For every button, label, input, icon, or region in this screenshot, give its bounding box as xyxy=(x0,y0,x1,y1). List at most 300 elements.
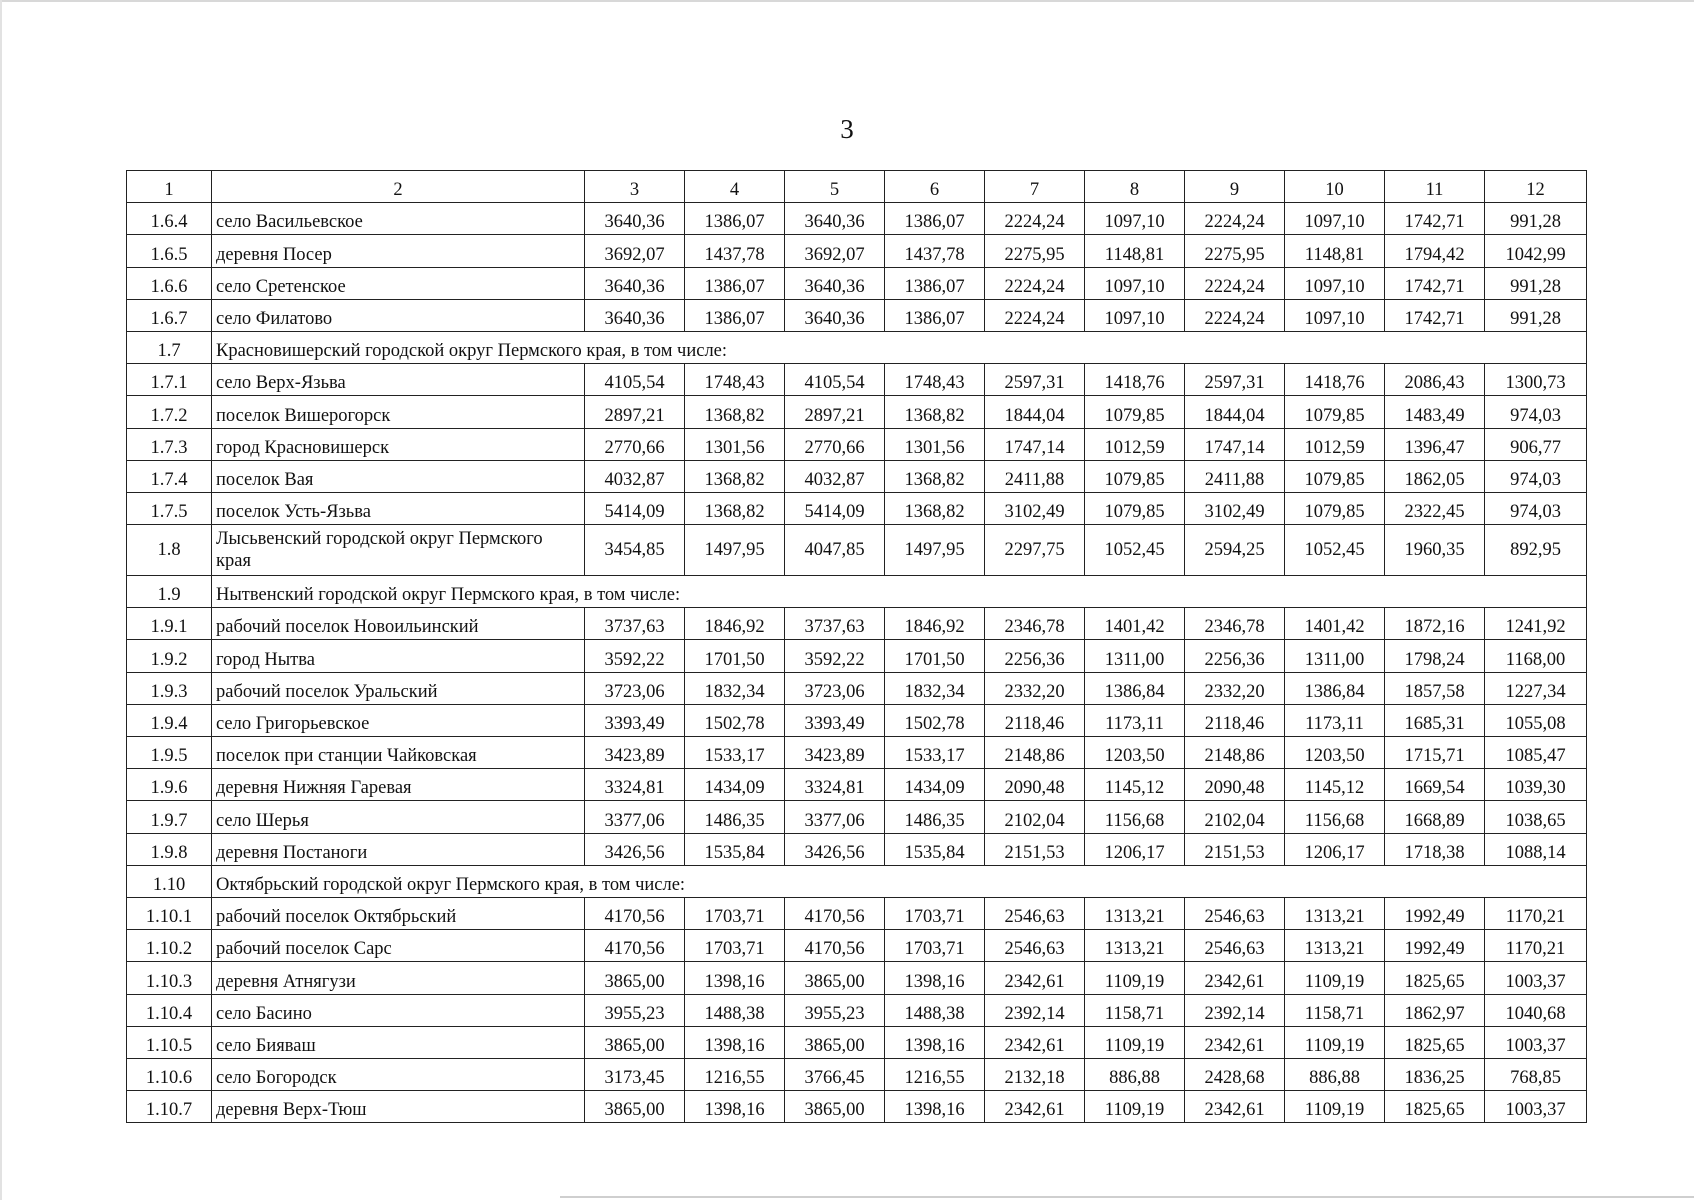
value-col-7: 2148,86 xyxy=(985,737,1085,769)
value-col-8: 1173,11 xyxy=(1085,704,1185,736)
value-col-6: 1701,50 xyxy=(885,640,985,672)
value-col-5: 3737,63 xyxy=(785,608,885,640)
value-col-3: 3173,45 xyxy=(585,1058,685,1090)
value-col-8: 1148,81 xyxy=(1085,235,1185,267)
row-code: 1.9 xyxy=(127,576,212,608)
value-col-3: 3640,36 xyxy=(585,203,685,235)
value-col-9: 2411,88 xyxy=(1185,460,1285,492)
value-col-5: 4170,56 xyxy=(785,897,885,929)
value-col-7: 2297,75 xyxy=(985,525,1085,576)
value-col-8: 1158,71 xyxy=(1085,994,1185,1026)
value-col-7: 2411,88 xyxy=(985,460,1085,492)
row-code: 1.9.5 xyxy=(127,737,212,769)
column-number-4: 4 xyxy=(685,171,785,203)
row-code: 1.7.4 xyxy=(127,460,212,492)
value-col-11: 1669,54 xyxy=(1385,769,1485,801)
value-col-8: 1313,21 xyxy=(1085,930,1185,962)
value-col-6: 1386,07 xyxy=(885,267,985,299)
value-col-7: 2118,46 xyxy=(985,704,1085,736)
value-col-12: 1038,65 xyxy=(1485,801,1587,833)
value-col-7: 2346,78 xyxy=(985,608,1085,640)
value-col-3: 3865,00 xyxy=(585,962,685,994)
value-col-11: 1742,71 xyxy=(1385,203,1485,235)
table-row xyxy=(127,1058,1587,1090)
value-col-7: 2597,31 xyxy=(985,364,1085,396)
value-col-8: 1145,12 xyxy=(1085,769,1185,801)
value-col-3: 4105,54 xyxy=(585,364,685,396)
value-col-6: 1497,95 xyxy=(885,525,985,576)
value-col-12: 991,28 xyxy=(1485,203,1587,235)
value-col-9: 2332,20 xyxy=(1185,672,1285,704)
value-col-11: 1396,47 xyxy=(1385,428,1485,460)
value-col-9: 3102,49 xyxy=(1185,492,1285,524)
value-col-3: 3592,22 xyxy=(585,640,685,672)
value-col-8: 1109,19 xyxy=(1085,1026,1185,1058)
value-col-8: 1156,68 xyxy=(1085,801,1185,833)
value-col-4: 1368,82 xyxy=(685,460,785,492)
value-col-5: 3955,23 xyxy=(785,994,885,1026)
value-col-11: 1668,89 xyxy=(1385,801,1485,833)
value-col-4: 1497,95 xyxy=(685,525,785,576)
value-col-4: 1398,16 xyxy=(685,1091,785,1123)
section-title: Октябрьский городской округ Пермского края, в том числе: xyxy=(212,865,1587,897)
value-col-6: 1301,56 xyxy=(885,428,985,460)
value-col-7: 2132,18 xyxy=(985,1058,1085,1090)
settlement-name: деревня Постаноги xyxy=(212,833,585,865)
value-col-6: 1488,38 xyxy=(885,994,985,1026)
value-col-11: 1872,16 xyxy=(1385,608,1485,640)
value-col-4: 1832,34 xyxy=(685,672,785,704)
row-code: 1.9.3 xyxy=(127,672,212,704)
value-col-6: 1216,55 xyxy=(885,1058,985,1090)
value-col-12: 1003,37 xyxy=(1485,1026,1587,1058)
value-col-5: 4170,56 xyxy=(785,930,885,962)
value-col-12: 1227,34 xyxy=(1485,672,1587,704)
settlement-name: село Шерья xyxy=(212,801,585,833)
value-col-11: 1825,65 xyxy=(1385,962,1485,994)
value-col-7: 2342,61 xyxy=(985,1026,1085,1058)
value-col-4: 1701,50 xyxy=(685,640,785,672)
value-col-10: 1156,68 xyxy=(1285,801,1385,833)
value-col-12: 1039,30 xyxy=(1485,769,1587,801)
value-col-11: 1685,31 xyxy=(1385,704,1485,736)
value-col-11: 1992,49 xyxy=(1385,930,1485,962)
value-col-8: 886,88 xyxy=(1085,1058,1185,1090)
value-col-7: 2256,36 xyxy=(985,640,1085,672)
value-col-8: 1079,85 xyxy=(1085,396,1185,428)
value-col-9: 2546,63 xyxy=(1185,930,1285,962)
section-row xyxy=(127,865,1587,897)
value-col-3: 3692,07 xyxy=(585,235,685,267)
value-col-5: 3640,36 xyxy=(785,203,885,235)
settlement-name: село Васильевское xyxy=(212,203,585,235)
row-code: 1.10.4 xyxy=(127,994,212,1026)
value-col-7: 2224,24 xyxy=(985,203,1085,235)
settlement-name: село Басино xyxy=(212,994,585,1026)
value-col-7: 1747,14 xyxy=(985,428,1085,460)
value-col-10: 1173,11 xyxy=(1285,704,1385,736)
value-col-7: 2342,61 xyxy=(985,1091,1085,1123)
value-col-5: 3692,07 xyxy=(785,235,885,267)
value-col-10: 1109,19 xyxy=(1285,962,1385,994)
value-col-7: 2546,63 xyxy=(985,930,1085,962)
value-col-4: 1502,78 xyxy=(685,704,785,736)
table-row xyxy=(127,769,1587,801)
row-code: 1.9.4 xyxy=(127,704,212,736)
table-body xyxy=(127,171,1587,1123)
value-col-11: 1742,71 xyxy=(1385,299,1485,331)
value-col-3: 3640,36 xyxy=(585,299,685,331)
value-col-10: 886,88 xyxy=(1285,1058,1385,1090)
value-col-3: 3723,06 xyxy=(585,672,685,704)
value-col-12: 906,77 xyxy=(1485,428,1587,460)
value-col-5: 3640,36 xyxy=(785,299,885,331)
value-col-3: 3865,00 xyxy=(585,1091,685,1123)
value-col-10: 1401,42 xyxy=(1285,608,1385,640)
value-col-9: 1844,04 xyxy=(1185,396,1285,428)
settlement-name: село Богородск xyxy=(212,1058,585,1090)
value-col-10: 1109,19 xyxy=(1285,1026,1385,1058)
value-col-10: 1386,84 xyxy=(1285,672,1385,704)
settlement-name: деревня Посер xyxy=(212,235,585,267)
value-col-10: 1079,85 xyxy=(1285,492,1385,524)
value-col-5: 2897,21 xyxy=(785,396,885,428)
table-row xyxy=(127,994,1587,1026)
settlement-name: село Филатово xyxy=(212,299,585,331)
value-col-9: 2275,95 xyxy=(1185,235,1285,267)
page-number: 3 xyxy=(840,114,854,144)
value-col-10: 1097,10 xyxy=(1285,267,1385,299)
value-col-7: 2275,95 xyxy=(985,235,1085,267)
value-col-12: 1042,99 xyxy=(1485,235,1587,267)
value-col-11: 1857,58 xyxy=(1385,672,1485,704)
value-col-9: 2428,68 xyxy=(1185,1058,1285,1090)
value-col-9: 2342,61 xyxy=(1185,1026,1285,1058)
value-col-5: 4105,54 xyxy=(785,364,885,396)
value-col-5: 3393,49 xyxy=(785,704,885,736)
row-code: 1.9.7 xyxy=(127,801,212,833)
settlement-name: село Бияваш xyxy=(212,1026,585,1058)
value-col-3: 2770,66 xyxy=(585,428,685,460)
table-row xyxy=(127,299,1587,331)
value-col-3: 3640,36 xyxy=(585,267,685,299)
settlement-name: деревня Атнягузи xyxy=(212,962,585,994)
section-row xyxy=(127,576,1587,608)
value-col-9: 2392,14 xyxy=(1185,994,1285,1026)
value-col-4: 1301,56 xyxy=(685,428,785,460)
value-col-3: 2897,21 xyxy=(585,396,685,428)
value-col-4: 1437,78 xyxy=(685,235,785,267)
value-col-7: 2090,48 xyxy=(985,769,1085,801)
value-col-11: 1862,97 xyxy=(1385,994,1485,1026)
value-col-9: 2256,36 xyxy=(1185,640,1285,672)
tariff-table xyxy=(126,170,1587,1123)
value-col-9: 2546,63 xyxy=(1185,897,1285,929)
value-col-8: 1109,19 xyxy=(1085,962,1185,994)
value-col-11: 1960,35 xyxy=(1385,525,1485,576)
column-number-2: 2 xyxy=(212,171,585,203)
section-row xyxy=(127,331,1587,363)
value-col-7: 2102,04 xyxy=(985,801,1085,833)
value-col-12: 1085,47 xyxy=(1485,737,1587,769)
value-col-12: 1168,00 xyxy=(1485,640,1587,672)
value-col-6: 1398,16 xyxy=(885,1026,985,1058)
value-col-10: 1109,19 xyxy=(1285,1091,1385,1123)
value-col-3: 3454,85 xyxy=(585,525,685,576)
table-row xyxy=(127,235,1587,267)
value-col-6: 1703,71 xyxy=(885,897,985,929)
table-row xyxy=(127,492,1587,524)
settlement-name: поселок Вишерогорск xyxy=(212,396,585,428)
scan-edge-top xyxy=(0,0,1694,2)
row-code: 1.10.1 xyxy=(127,897,212,929)
value-col-3: 3737,63 xyxy=(585,608,685,640)
value-col-10: 1148,81 xyxy=(1285,235,1385,267)
value-col-9: 2148,86 xyxy=(1185,737,1285,769)
value-col-7: 2332,20 xyxy=(985,672,1085,704)
value-col-4: 1846,92 xyxy=(685,608,785,640)
table-row xyxy=(127,801,1587,833)
value-col-10: 1079,85 xyxy=(1285,396,1385,428)
value-col-6: 1368,82 xyxy=(885,492,985,524)
settlement-name: город Нытва xyxy=(212,640,585,672)
value-col-3: 4032,87 xyxy=(585,460,685,492)
settlement-name: рабочий поселок Сарс xyxy=(212,930,585,962)
value-col-9: 2224,24 xyxy=(1185,267,1285,299)
value-col-9: 2118,46 xyxy=(1185,704,1285,736)
settlement-name: деревня Нижняя Гаревая xyxy=(212,769,585,801)
value-col-9: 2224,24 xyxy=(1185,203,1285,235)
column-number-10: 10 xyxy=(1285,171,1385,203)
settlement-name: поселок при станции Чайковская xyxy=(212,737,585,769)
value-col-5: 3865,00 xyxy=(785,1026,885,1058)
value-col-10: 1012,59 xyxy=(1285,428,1385,460)
value-col-5: 3723,06 xyxy=(785,672,885,704)
row-code: 1.10 xyxy=(127,865,212,897)
table-row xyxy=(127,428,1587,460)
value-col-12: 892,95 xyxy=(1485,525,1587,576)
value-col-4: 1368,82 xyxy=(685,396,785,428)
value-col-12: 991,28 xyxy=(1485,299,1587,331)
value-col-8: 1097,10 xyxy=(1085,267,1185,299)
row-code: 1.10.7 xyxy=(127,1091,212,1123)
value-col-12: 1088,14 xyxy=(1485,833,1587,865)
value-col-10: 1158,71 xyxy=(1285,994,1385,1026)
table-row xyxy=(127,525,1587,576)
value-col-10: 1311,00 xyxy=(1285,640,1385,672)
table-row xyxy=(127,396,1587,428)
value-col-12: 1040,68 xyxy=(1485,994,1587,1026)
row-code: 1.8 xyxy=(127,525,212,576)
value-col-8: 1206,17 xyxy=(1085,833,1185,865)
table-row xyxy=(127,460,1587,492)
table-row xyxy=(127,1026,1587,1058)
value-col-6: 1486,35 xyxy=(885,801,985,833)
value-col-4: 1486,35 xyxy=(685,801,785,833)
settlement-name: село Григорьевское xyxy=(212,704,585,736)
value-col-3: 3377,06 xyxy=(585,801,685,833)
value-col-10: 1418,76 xyxy=(1285,364,1385,396)
value-col-9: 2597,31 xyxy=(1185,364,1285,396)
value-col-8: 1418,76 xyxy=(1085,364,1185,396)
value-col-5: 2770,66 xyxy=(785,428,885,460)
value-col-7: 3102,49 xyxy=(985,492,1085,524)
column-number-11: 11 xyxy=(1385,171,1485,203)
value-col-5: 4047,85 xyxy=(785,525,885,576)
column-number-1: 1 xyxy=(127,171,212,203)
value-col-10: 1206,17 xyxy=(1285,833,1385,865)
value-col-6: 1434,09 xyxy=(885,769,985,801)
row-code: 1.7 xyxy=(127,331,212,363)
value-col-12: 974,03 xyxy=(1485,492,1587,524)
value-col-3: 4170,56 xyxy=(585,930,685,962)
value-col-7: 2546,63 xyxy=(985,897,1085,929)
value-col-10: 1313,21 xyxy=(1285,897,1385,929)
table-row xyxy=(127,267,1587,299)
settlement-name: рабочий поселок Уральский xyxy=(212,672,585,704)
value-col-6: 1398,16 xyxy=(885,1091,985,1123)
table-row xyxy=(127,364,1587,396)
value-col-10: 1097,10 xyxy=(1285,203,1385,235)
value-col-8: 1097,10 xyxy=(1085,203,1185,235)
value-col-9: 2342,61 xyxy=(1185,962,1285,994)
value-col-8: 1109,19 xyxy=(1085,1091,1185,1123)
value-col-7: 2224,24 xyxy=(985,299,1085,331)
settlement-name: село Верх-Язьва xyxy=(212,364,585,396)
value-col-12: 974,03 xyxy=(1485,460,1587,492)
value-col-12: 1003,37 xyxy=(1485,962,1587,994)
value-col-8: 1386,84 xyxy=(1085,672,1185,704)
table-row xyxy=(127,833,1587,865)
value-col-8: 1052,45 xyxy=(1085,525,1185,576)
value-col-11: 2322,45 xyxy=(1385,492,1485,524)
row-code: 1.7.5 xyxy=(127,492,212,524)
value-col-11: 1825,65 xyxy=(1385,1091,1485,1123)
value-col-9: 2151,53 xyxy=(1185,833,1285,865)
value-col-6: 1386,07 xyxy=(885,299,985,331)
column-number-7: 7 xyxy=(985,171,1085,203)
row-code: 1.7.3 xyxy=(127,428,212,460)
row-code: 1.10.5 xyxy=(127,1026,212,1058)
table-row xyxy=(127,930,1587,962)
value-col-8: 1012,59 xyxy=(1085,428,1185,460)
column-number-12: 12 xyxy=(1485,171,1587,203)
column-number-9: 9 xyxy=(1185,171,1285,203)
value-col-6: 1846,92 xyxy=(885,608,985,640)
value-col-9: 2342,61 xyxy=(1185,1091,1285,1123)
value-col-10: 1079,85 xyxy=(1285,460,1385,492)
table-row xyxy=(127,897,1587,929)
section-title: Красновишерский городской округ Пермского края, в том числе: xyxy=(212,331,1587,363)
value-col-10: 1203,50 xyxy=(1285,737,1385,769)
value-col-3: 5414,09 xyxy=(585,492,685,524)
value-col-9: 2090,48 xyxy=(1185,769,1285,801)
column-number-row xyxy=(127,171,1587,203)
value-col-4: 1216,55 xyxy=(685,1058,785,1090)
value-col-12: 768,85 xyxy=(1485,1058,1587,1090)
value-col-11: 1825,65 xyxy=(1385,1026,1485,1058)
row-code: 1.6.5 xyxy=(127,235,212,267)
value-col-4: 1533,17 xyxy=(685,737,785,769)
row-code: 1.9.1 xyxy=(127,608,212,640)
settlement-name: поселок Усть-Язьва xyxy=(212,492,585,524)
value-col-9: 2346,78 xyxy=(1185,608,1285,640)
settlement-name: поселок Вая xyxy=(212,460,585,492)
value-col-10: 1052,45 xyxy=(1285,525,1385,576)
value-col-11: 1715,71 xyxy=(1385,737,1485,769)
value-col-5: 3426,56 xyxy=(785,833,885,865)
value-col-6: 1748,43 xyxy=(885,364,985,396)
value-col-6: 1533,17 xyxy=(885,737,985,769)
value-col-8: 1079,85 xyxy=(1085,460,1185,492)
settlement-name: деревня Верх-Тюш xyxy=(212,1091,585,1123)
settlement-name: Лысьвенский городской округ Пермского края xyxy=(212,525,585,576)
value-col-12: 1241,92 xyxy=(1485,608,1587,640)
column-number-8: 8 xyxy=(1085,171,1185,203)
value-col-12: 1055,08 xyxy=(1485,704,1587,736)
value-col-3: 3324,81 xyxy=(585,769,685,801)
value-col-3: 3865,00 xyxy=(585,1026,685,1058)
value-col-4: 1386,07 xyxy=(685,203,785,235)
value-col-5: 3865,00 xyxy=(785,1091,885,1123)
value-col-10: 1145,12 xyxy=(1285,769,1385,801)
row-code: 1.7.1 xyxy=(127,364,212,396)
value-col-9: 1747,14 xyxy=(1185,428,1285,460)
column-number-6: 6 xyxy=(885,171,985,203)
column-number-3: 3 xyxy=(585,171,685,203)
value-col-5: 4032,87 xyxy=(785,460,885,492)
row-code: 1.6.6 xyxy=(127,267,212,299)
scan-edge-bottom xyxy=(560,1196,1694,1198)
value-col-5: 3377,06 xyxy=(785,801,885,833)
settlement-name: город Красновишерск xyxy=(212,428,585,460)
value-col-11: 1718,38 xyxy=(1385,833,1485,865)
value-col-6: 1832,34 xyxy=(885,672,985,704)
value-col-3: 3426,56 xyxy=(585,833,685,865)
table-row xyxy=(127,737,1587,769)
value-col-4: 1488,38 xyxy=(685,994,785,1026)
value-col-4: 1703,71 xyxy=(685,897,785,929)
value-col-8: 1079,85 xyxy=(1085,492,1185,524)
value-col-5: 3865,00 xyxy=(785,962,885,994)
value-col-12: 1170,21 xyxy=(1485,930,1587,962)
value-col-4: 1368,82 xyxy=(685,492,785,524)
value-col-3: 4170,56 xyxy=(585,897,685,929)
value-col-9: 2224,24 xyxy=(1185,299,1285,331)
value-col-8: 1313,21 xyxy=(1085,897,1185,929)
value-col-7: 2224,24 xyxy=(985,267,1085,299)
value-col-5: 3766,45 xyxy=(785,1058,885,1090)
table-row xyxy=(127,962,1587,994)
value-col-11: 1794,42 xyxy=(1385,235,1485,267)
value-col-4: 1398,16 xyxy=(685,962,785,994)
value-col-6: 1535,84 xyxy=(885,833,985,865)
value-col-6: 1386,07 xyxy=(885,203,985,235)
row-code: 1.6.7 xyxy=(127,299,212,331)
value-col-5: 3324,81 xyxy=(785,769,885,801)
value-col-11: 1742,71 xyxy=(1385,267,1485,299)
row-code: 1.6.4 xyxy=(127,203,212,235)
table-row xyxy=(127,203,1587,235)
value-col-12: 1300,73 xyxy=(1485,364,1587,396)
value-col-4: 1386,07 xyxy=(685,267,785,299)
value-col-3: 3955,23 xyxy=(585,994,685,1026)
value-col-4: 1434,09 xyxy=(685,769,785,801)
value-col-4: 1386,07 xyxy=(685,299,785,331)
table-row xyxy=(127,608,1587,640)
value-col-11: 1836,25 xyxy=(1385,1058,1485,1090)
value-col-4: 1398,16 xyxy=(685,1026,785,1058)
